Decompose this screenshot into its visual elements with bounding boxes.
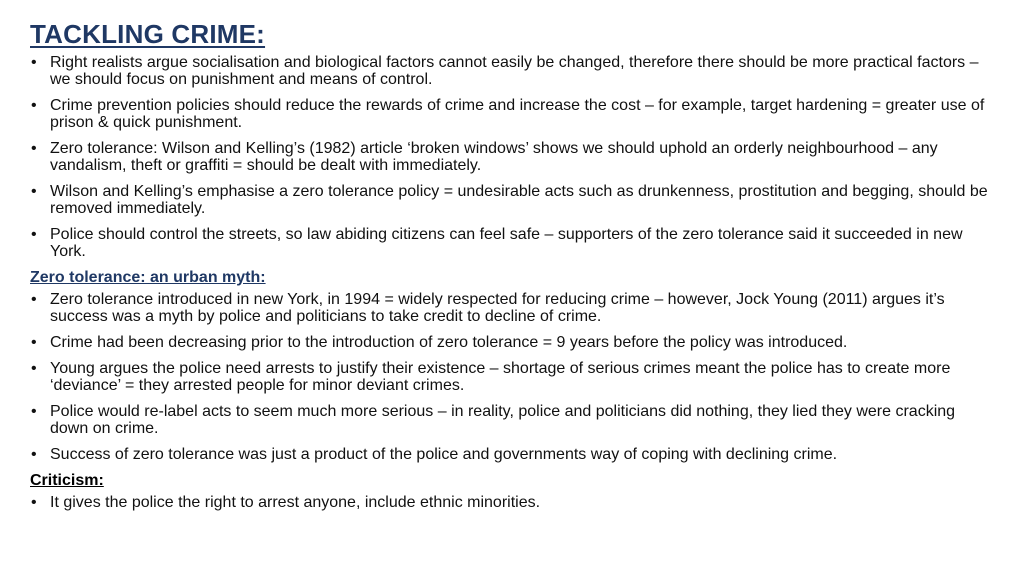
criticism-bullet-list <box>30 494 994 511</box>
bullet-item <box>30 360 994 394</box>
bullet-dot: • <box>31 494 37 511</box>
bullet-text: Police would re-label acts to seem much more serious – in reality, police and politicians did nothing, they lied they were cracking down on crime. <box>50 403 956 437</box>
intro-bullet-list <box>30 54 994 260</box>
bullet-item <box>30 334 994 351</box>
bullet-item <box>30 140 994 174</box>
bullet-text: Police should control the streets, so law abiding citizens can feel safe – supporters of the zero tolerance said it succeeded in new York. <box>50 226 963 260</box>
bullet-text: Wilson and Kelling’s emphasise a zero tolerance policy = undesirable acts such as drunkenness, prostitution and begging, should be removed immediately. <box>50 183 988 217</box>
urban-myth-heading: Zero tolerance: an urban myth: <box>30 269 266 286</box>
bullet-text: Zero tolerance: Wilson and Kelling’s (1982) article ‘broken windows’ shows we should uphold an orderly neighbourhood – any vandalism, theft or graffiti = should be dealt with immediately. <box>50 140 938 174</box>
bullet-dot: • <box>31 54 37 71</box>
bullet-dot: • <box>31 334 37 351</box>
bullet-item <box>30 97 994 131</box>
bullet-item <box>30 54 994 88</box>
bullet-dot: • <box>31 97 37 114</box>
criticism-section <box>30 472 994 511</box>
bullet-dot: • <box>31 403 37 420</box>
bullet-text: Zero tolerance introduced in new York, in 1994 = widely respected for reducing crime – however, Jock Young (2011) argues it’s success was a myth by police and politicians to take credit to decline of crime. <box>50 291 945 325</box>
bullet-dot: • <box>31 446 37 463</box>
bullet-text: It gives the police the right to arrest anyone, include ethnic minorities. <box>50 494 541 511</box>
bullet-text: Right realists argue socialisation and biological factors cannot easily be changed, therefore there should be more practical factors – we should focus on punishment and means of control. <box>50 54 979 88</box>
bullet-text: Success of zero tolerance was just a product of the police and governments way of coping with declining crime. <box>50 446 838 463</box>
bullet-dot: • <box>31 140 37 157</box>
bullet-dot: • <box>31 291 37 308</box>
bullet-dot: • <box>31 183 37 200</box>
urban-myth-bullet-list <box>30 291 994 463</box>
bullet-item <box>30 403 994 437</box>
bullet-item <box>30 183 994 217</box>
bullet-item <box>30 494 994 511</box>
bullet-dot: • <box>31 360 37 377</box>
bullet-text: Crime had been decreasing prior to the introduction of zero tolerance = 9 years before the policy was introduced. <box>50 334 848 351</box>
urban-myth-section <box>30 269 994 463</box>
bullet-text: Young argues the police need arrests to justify their existence – shortage of serious crimes meant the police has to create more ‘deviance’ = they arrested people for minor deviant crimes. <box>50 360 951 394</box>
bullet-dot: • <box>31 226 37 243</box>
criticism-heading: Criticism: <box>30 472 104 489</box>
bullet-item <box>30 226 994 260</box>
bullet-text: Crime prevention policies should reduce the rewards of crime and increase the cost – for example, target hardening = greater use of prison & quick punishment. <box>50 97 985 131</box>
slide-title: TACKLING CRIME: <box>30 19 266 49</box>
bullet-item <box>30 446 994 463</box>
bullet-item <box>30 291 994 325</box>
